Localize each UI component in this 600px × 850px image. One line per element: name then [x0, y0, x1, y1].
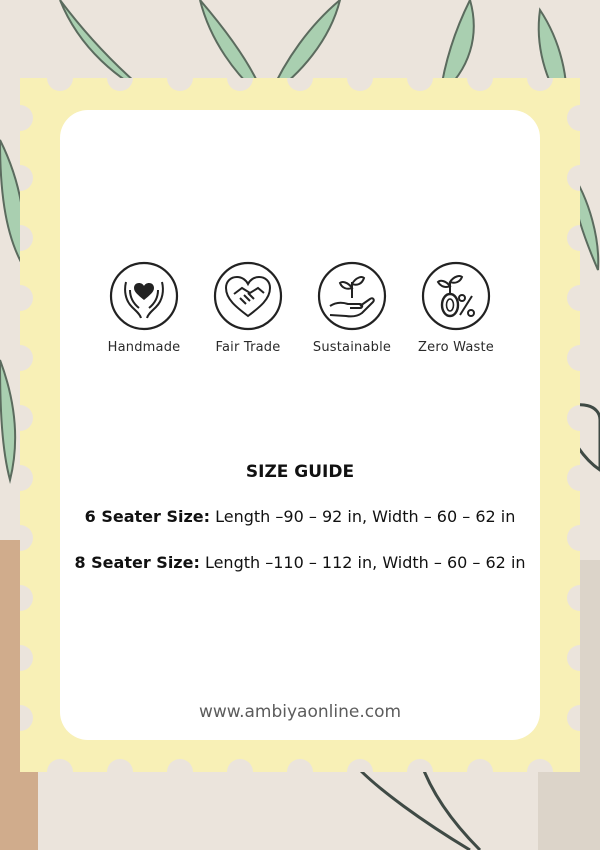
sprout-in-hand-icon [316, 260, 388, 332]
size-row-label: 8 Seater Size: [74, 553, 200, 572]
badge-zero-waste [404, 260, 508, 360]
badge-label: Fair Trade [215, 340, 281, 355]
heart-in-hands-icon [108, 260, 180, 332]
badge-handmade [92, 260, 196, 360]
size-row-value: Length –90 – 92 in, Width – 60 – 62 in [210, 507, 516, 526]
handshake-heart-icon [212, 260, 284, 332]
badge-fair-trade [196, 260, 300, 360]
content-card [60, 110, 540, 740]
zero-percent-leaf-icon [420, 260, 492, 332]
badge-label: Zero Waste [418, 340, 494, 355]
size-row-value: Length –110 – 112 in, Width – 60 – 62 in [199, 553, 526, 572]
size-guide-title: SIZE GUIDE [245, 462, 355, 482]
badge-row [92, 260, 508, 360]
badge-label: Sustainable [312, 340, 392, 355]
size-row-6-seater [60, 507, 540, 526]
size-row-8-seater [60, 553, 540, 572]
badge-sustainable [300, 260, 404, 360]
size-row-label: 6 Seater Size: [84, 507, 211, 526]
badge-label: Handmade [107, 340, 181, 355]
website-link[interactable]: www.ambiyaonline.com [198, 702, 402, 722]
